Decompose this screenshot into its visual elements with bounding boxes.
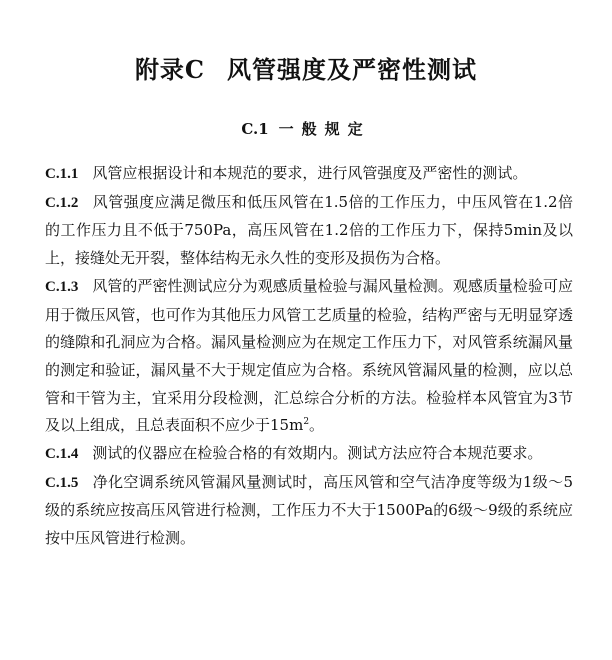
- appendix-label: 附录C: [134, 55, 206, 84]
- clause-text-tail: 。: [309, 416, 325, 435]
- clause-number: C.1.2: [45, 194, 79, 211]
- clause-number: C.1.1: [45, 166, 79, 182]
- clause-text: 风管的严密性测试应分为观感质量检验与漏风量检测。观感质量检验可应用于微压风管，也可作为其他压力风管工艺质量的检验，结构严密与无明显穿透的缝隙和孔洞应为合格。漏风量检测应为在规定工作压力下，对风管系统漏风量的测定和验证，漏风量不大于规定值应为合格。系统风管漏风量的检测，应以总管和干管为主，宜采用分段检测，汇总综合分析的方法。检验样本风管宜为3节及以上组成，且总表面积不应少于15m: [45, 276, 573, 435]
- clause-c-1-1: [45, 160, 573, 189]
- section-title: 一般规定: [278, 120, 371, 138]
- clause-text: 测试的仪器应在检验合格的有效期内。测试方法应符合本规范要求。: [92, 444, 543, 463]
- clause-number: C.1.5: [45, 474, 79, 491]
- clause-c-1-3: [45, 273, 573, 440]
- clause-text: 风管应根据设计和本规范的要求，进行风管强度及严密性的测试。: [92, 164, 528, 182]
- clause-c-1-5: [45, 469, 573, 553]
- clause-c-1-4: [45, 440, 573, 469]
- clause-text: 净化空调系统风管漏风量测试时，高压风管和空气洁净度等级为1级～5级的系统应按高压风管进行检测，工作压力不大于1500Pa的6级～9级的系统应按中压风管进行检测。: [45, 472, 573, 548]
- clause-c-1-2: [45, 189, 573, 273]
- section-number: C.1: [241, 120, 269, 138]
- clause-number: C.1.3: [45, 278, 79, 295]
- appendix-title-text: 风管强度及严密性测试: [227, 55, 478, 84]
- appendix-title: [0, 50, 612, 85]
- clause-text: 风管强度应满足微压和低压风管在1.5倍的工作压力，中压风管在1.2倍的工作压力且不低于750Pa，高压风管在1.2倍的工作压力下，保持5min及以上，接缝处无开裂，整体结构无永久性的变形及损伤为合格。: [45, 192, 573, 268]
- section-heading: [0, 118, 612, 139]
- clause-number: C.1.4: [45, 446, 79, 463]
- superscript: 2: [303, 417, 310, 428]
- clause-list: [45, 160, 573, 553]
